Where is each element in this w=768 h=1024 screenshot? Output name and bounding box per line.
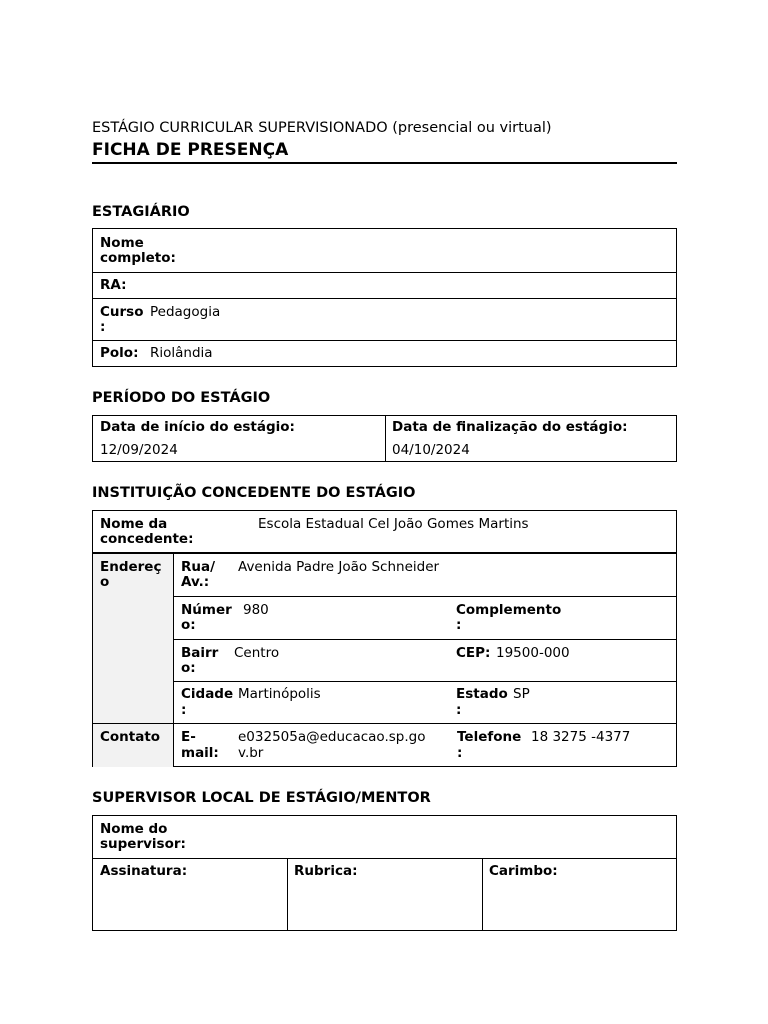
cidade-divider xyxy=(93,723,676,724)
nome-supervisor-label-1: Nome do xyxy=(100,821,168,837)
data-inicio-label: Data de início do estágio: xyxy=(100,419,295,435)
data-fim-label: Data de finalização do estágio: xyxy=(392,419,628,435)
email-value-line-1[interactable]: e032505a@educacao.sp.go xyxy=(238,729,426,745)
label-column-divider xyxy=(173,554,174,767)
row-ra xyxy=(93,272,676,298)
numero-label-1: Númer xyxy=(181,602,232,618)
polo-label: Polo: xyxy=(100,345,139,361)
polo-value[interactable]: Riolândia xyxy=(150,345,213,361)
rubrica-divider xyxy=(482,858,483,930)
section-periodo-heading: PERÍODO DO ESTÁGIO xyxy=(92,390,271,406)
telefone-label-2: : xyxy=(457,745,463,761)
cidade-label-2: : xyxy=(181,702,187,718)
rua-value[interactable]: Avenida Padre João Schneider xyxy=(238,559,440,575)
nome-completo-label-1: Nome xyxy=(100,235,144,251)
bairro-divider xyxy=(173,681,676,682)
estado-value[interactable]: SP xyxy=(513,686,530,702)
nome-completo-label-2: completo: xyxy=(100,250,176,266)
assinatura-divider xyxy=(287,858,288,930)
supervisor-divider xyxy=(93,858,676,859)
complemento-label-1: Complemento xyxy=(456,602,562,618)
rua-label-2: Av.: xyxy=(181,574,210,590)
nome-supervisor-label-2: supervisor: xyxy=(100,836,186,852)
data-fim-value[interactable]: 04/10/2024 xyxy=(392,442,470,458)
cidade-label-1: Cidade xyxy=(181,686,234,702)
rua-label-1: Rua/ xyxy=(181,559,216,575)
bairro-value[interactable]: Centro xyxy=(234,645,280,661)
row-nome-completo xyxy=(93,229,676,272)
data-inicio-value[interactable]: 12/09/2024 xyxy=(100,442,178,458)
email-value-line-2[interactable]: v.br xyxy=(238,745,264,761)
numero-value[interactable]: 980 xyxy=(243,602,269,618)
nome-concedente-label-2: concedente: xyxy=(100,531,194,547)
cep-value[interactable]: 19500-000 xyxy=(496,645,570,661)
document-title: FICHA DE PRESENÇA xyxy=(92,140,289,160)
estado-label-1: Estado xyxy=(456,686,508,702)
nome-concedente-label-1: Nome da xyxy=(100,516,168,532)
section-estagiario-heading: ESTAGIÁRIO xyxy=(92,204,190,220)
bairro-label-1: Bairr xyxy=(181,645,219,661)
section-supervisor-heading: SUPERVISOR LOCAL DE ESTÁGIO/MENTOR xyxy=(92,790,431,806)
endereco-label-2: o xyxy=(100,574,110,590)
curso-label-2: : xyxy=(100,319,106,335)
instituicao-table xyxy=(92,510,677,767)
telefone-label-1: Telefone xyxy=(457,729,522,745)
cep-label: CEP: xyxy=(456,645,491,661)
nome-concedente-value[interactable]: Escola Estadual Cel João Gomes Martins xyxy=(258,516,529,532)
endereco-label-1: Endereç xyxy=(100,559,162,575)
row-curso xyxy=(93,298,676,340)
curso-value[interactable]: Pedagogia xyxy=(150,304,221,320)
rubrica-label: Rubrica: xyxy=(294,863,358,879)
curso-label-1: Curso xyxy=(100,304,144,320)
estado-label-2: : xyxy=(456,702,462,718)
concedente-divider xyxy=(93,552,676,554)
assinatura-label: Assinatura: xyxy=(100,863,188,879)
bairro-label-2: o: xyxy=(181,660,196,676)
cidade-value[interactable]: Martinópolis xyxy=(238,686,321,702)
telefone-value[interactable]: 18 3275 -4377 xyxy=(531,729,631,745)
estagiario-table xyxy=(92,228,677,367)
row-polo xyxy=(93,340,676,366)
section-instituicao-heading: INSTITUIÇÃO CONCEDENTE DO ESTÁGIO xyxy=(92,485,416,501)
email-label-1: E- xyxy=(181,729,196,745)
periodo-divider xyxy=(385,416,386,461)
rua-divider xyxy=(173,596,676,597)
email-label-2: mail: xyxy=(181,745,219,761)
supervisor-table xyxy=(92,815,677,931)
carimbo-label: Carimbo: xyxy=(489,863,558,879)
numero-divider xyxy=(173,639,676,640)
numero-label-2: o: xyxy=(181,617,196,633)
periodo-table xyxy=(92,415,677,462)
complemento-label-2: : xyxy=(456,617,462,633)
ra-label: RA: xyxy=(100,277,127,293)
contato-label: Contato xyxy=(100,729,161,745)
title-divider xyxy=(92,162,677,164)
document-subtitle: ESTÁGIO CURRICULAR SUPERVISIONADO (presencial ou virtual) xyxy=(92,120,552,136)
